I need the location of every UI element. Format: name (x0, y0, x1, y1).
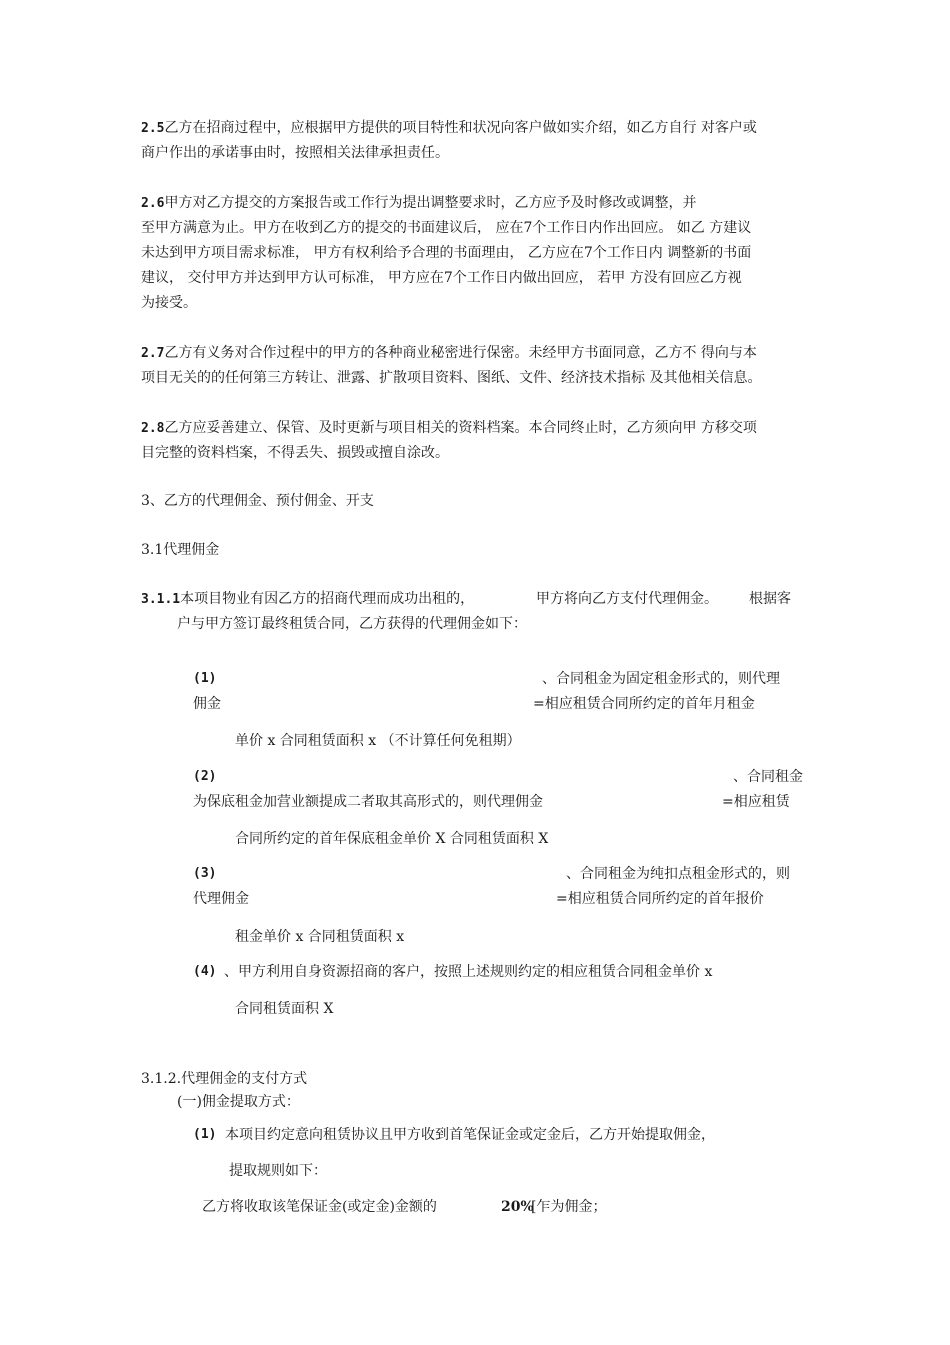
item-2-text-a: 、合同租金 (733, 769, 803, 785)
section-3-heading: 3、乙方的代理佣金、预付佣金、开支 (141, 493, 374, 509)
payment-item-1-line-1: 本项目约定意向租赁协议且甲方收到首笔保证金或定金后，乙方开始提取佣金， (225, 1127, 715, 1143)
item-3-text-c: =相应租赁合同所约定的首年报价 (556, 891, 764, 907)
clause-2-6-line-5: 为接受。 (141, 295, 197, 311)
clause-text: 甲方对乙方提交的方案报告或工作行为提出调整要求时，乙方应予及时修改或调整，并 (164, 195, 697, 211)
item-4-text-b: 合同租赁面积 X (235, 1001, 334, 1017)
item-1-text-a: 、合同租金为固定租金形式的，则代理 (542, 671, 780, 687)
item-2-text-c: =相应租赁 (722, 794, 790, 810)
clause-number: 2.6 (141, 196, 165, 211)
clause-text: 乙方在招商过程中，应根据甲方提供的项目特性和状况向客户做如实介绍，如乙方自行 对客户或 (164, 120, 757, 136)
clause-2-8-line-2: 目完整的资料档案，不得丢失、损毁或擅自涂改。 (141, 445, 449, 461)
item-4-text-a: 、甲方利用自身资源招商的客户，按照上述规则约定的相应租赁合同租金单价 x (224, 964, 713, 980)
item-2-text-d: 合同所约定的首年保底租金单价 X 合同租赁面积 X (235, 831, 549, 847)
clause-3-1-2-heading: 3.1.2.代理佣金的支付方式 (141, 1071, 308, 1087)
clause-2-6-line-3: 未达到甲方项目需求标准， 甲方有权利给予合理的书面理由， 乙方应在7个工作日内 调整新的书面 (141, 245, 752, 261)
clause-2-7-line-2: 项目无关的的任何第三方转让、泄露、扩散项目资料、图纸、文件、经济技术指标 及其他相关信息。 (141, 370, 762, 386)
item-4-number: (4) (193, 964, 217, 979)
clause-2-6-line-4: 建议， 交付甲方并达到甲方认可标准， 甲方应在7个工作日内做出回应， 若甲 方没有回应乙方视 (141, 270, 742, 286)
item-3-text-d: 租金单价 x 合同租赁面积 x (235, 929, 405, 945)
clause-number: 2.8 (141, 421, 165, 436)
clause-2-6-line-1 (141, 193, 696, 214)
clause-3-1-1-line-2: 户与甲方签订最终租赁合同，乙方获得的代理佣金如下： (177, 616, 527, 632)
item-3-text-a: 、合同租金为纯扣点租金形式的，则 (566, 866, 790, 882)
clause-number: 3.1.1 (141, 592, 181, 607)
commission-rule-text-b: [乍为佣金； (531, 1199, 607, 1215)
item-2-text-b: 为保底租金加营业额提成二者取其高形式的，则代理佣金 (193, 794, 543, 810)
payment-item-1-number: (1) (193, 1127, 217, 1142)
clause-3-1-1-line-1-b: 甲方将向乙方支付代理佣金。 (536, 591, 718, 607)
clause-2-5-line-2: 商户作出的承诺事由时，按照相关法律承担责任。 (141, 145, 449, 161)
section-3-1-heading: 3.1代理佣金 (141, 542, 220, 558)
clause-2-7-line-1 (141, 343, 757, 364)
clause-2-6-line-2: 至甲方满意为止。甲方在收到乙方的提交的书面建议后， 应在7个工作日内作出回应。 如乙 方建议 (141, 220, 752, 236)
clause-text-a: 本项目物业有因乙方的招商代理而成功出租的， (180, 591, 475, 607)
item-3-number: (3) (193, 866, 217, 881)
item-1-text-d: 单价 x 合同租赁面积 x （不计算任何免租期） (235, 733, 521, 749)
clause-2-5-line-1 (141, 118, 757, 139)
item-1-text-b: 佣金 (193, 696, 221, 712)
item-2-number: (2) (193, 769, 217, 784)
clause-3-1-1-line-1-c: 根据客 (749, 591, 791, 607)
item-1-number: (1) (193, 671, 217, 686)
clause-text: 乙方有义务对合作过程中的甲方的各种商业秘密进行保密。未经甲方书面同意，乙方不 得向与本 (164, 345, 757, 361)
item-1-text-c: =相应租赁合同所约定的首年月租金 (533, 696, 755, 712)
commission-rule-text-a: 乙方将收取该笔保证金(或定金)金额的 (202, 1199, 437, 1215)
item-3-text-b: 代理佣金 (193, 891, 249, 907)
clause-number: 2.5 (141, 121, 165, 136)
clause-text: 乙方应妥善建立、保管、及时更新与项目相关的资料档案。本合同终止时，乙方须向甲 方移交项 (164, 420, 757, 436)
clause-3-1-2-subheading: (一)佣金提取方式： (177, 1094, 300, 1110)
clause-2-8-line-1 (141, 418, 757, 439)
clause-3-1-1-line-1 (141, 589, 474, 610)
commission-rule-percentage: 20% (501, 1199, 534, 1215)
clause-number: 2.7 (141, 346, 165, 361)
payment-item-1-line-2: 提取规则如下： (229, 1163, 327, 1179)
